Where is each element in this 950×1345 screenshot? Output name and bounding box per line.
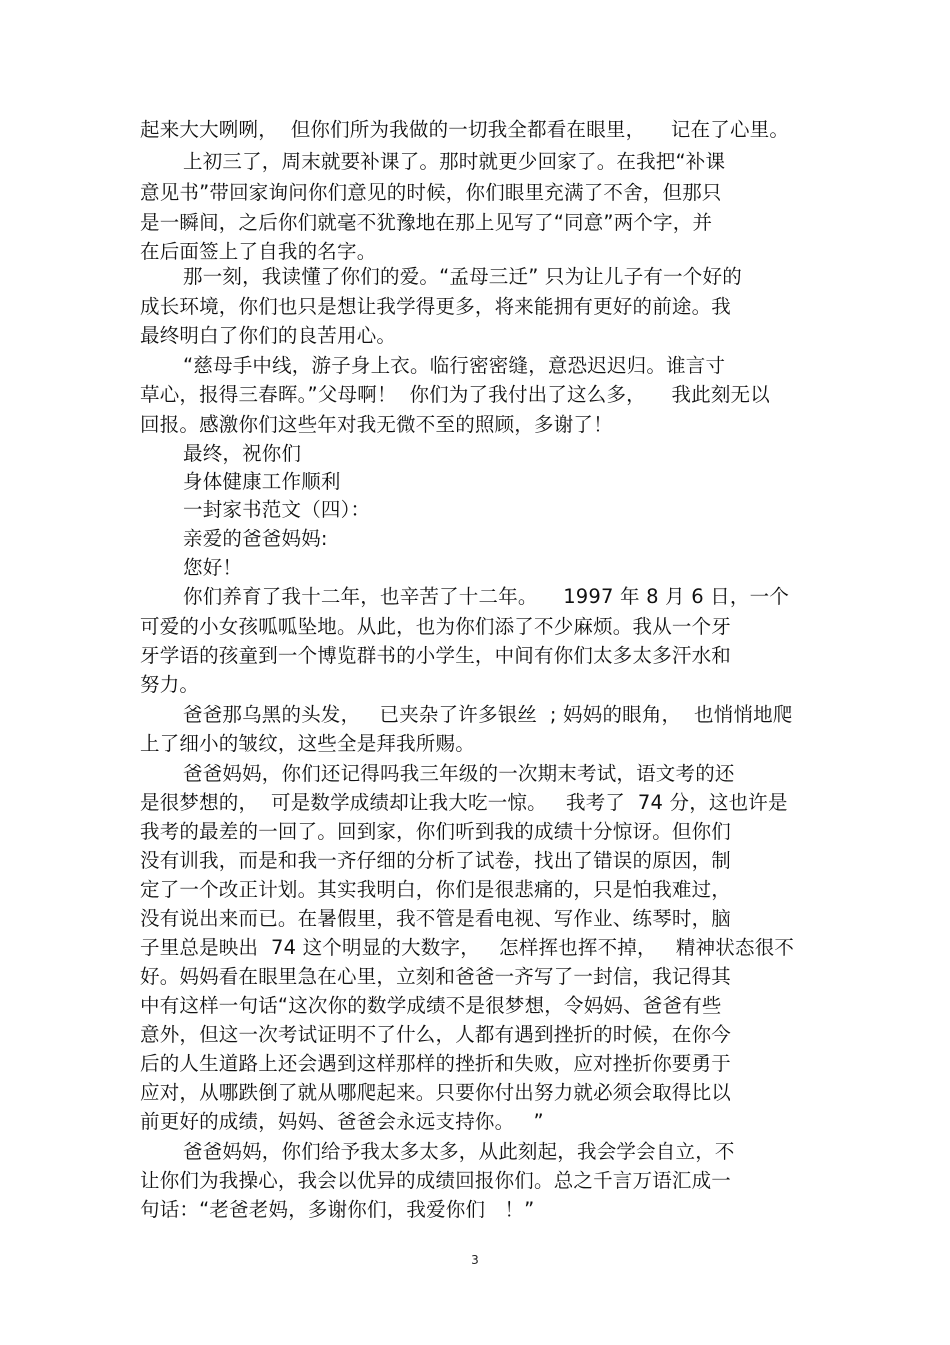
page-number: 3	[471, 1253, 479, 1267]
text-line: 在后面签上了自我的名字。	[140, 240, 377, 263]
text-line: 前更好的成绩，妈妈、爸爸会永远支持你。 ”	[140, 1110, 544, 1133]
text-line: 没有训我，而是和我一齐仔细的分析了试卷，找出了错误的原因，制	[140, 849, 732, 872]
text-line: 努力。	[140, 673, 200, 696]
text-line: 可爱的小女孩呱呱坠地。从此，也为你们添了不少麻烦。我从一个牙	[140, 615, 732, 638]
text-line: 上了细小的皱纹，这些全是拜我所赐。	[140, 732, 475, 755]
text-line: “慈母手中线，游子身上衣。临行密密缝，意恐迟迟归。谁言寸	[183, 354, 726, 377]
text-line: 最终，祝你们	[183, 442, 302, 465]
text-line: 爸爸妈妈，你们还记得吗我三年级的一次期末考试，语文考的还	[183, 762, 735, 785]
text-line: 后的人生道路上还会遇到这样那样的挫折和失败，应对挫折你要勇于	[140, 1052, 732, 1075]
text-line: 你们养育了我十二年，也辛苦了十二年。 1997 年 8 月 6 日，一个	[183, 585, 790, 608]
text-line: 句话：“老爸老妈，多谢你们，我爱你们 ！”	[140, 1198, 535, 1221]
text-line: 身体健康工作顺利	[183, 470, 341, 493]
text-line: 爸爸妈妈，你们给予我太多太多，从此刻起，我会学会自立，不	[183, 1140, 735, 1163]
text-line: 好。妈妈看在眼里急在心里，立刻和爸爸一齐写了一封信，我记得其	[140, 965, 732, 988]
text-line: 最终明白了你们的良苦用心。	[140, 324, 397, 347]
text-line: 意外，但这一次考试证明不了什么，人都有遇到挫折的时候，在你今	[140, 1023, 732, 1046]
text-line: 那一刻，我读懂了你们的爱。“孟母三迁” 只为让儿子有一个好的	[183, 265, 742, 288]
text-line: 中有这样一句话“这次你的数学成绩不是很梦想，令妈妈、爸爸有些	[140, 994, 722, 1017]
text-line: 是一瞬间，之后你们就毫不犹豫地在那上见写了“同意”两个字，并	[140, 211, 713, 234]
text-line: 起来大大咧咧， 但你们所为我做的一切我全都看在眼里， 记在了心里。	[140, 118, 790, 141]
text-line: 应对，从哪跌倒了就从哪爬起来。只要你付出努力就必须会取得比以	[140, 1081, 732, 1104]
text-line: 上初三了，周末就要补课了。那时就更少回家了。在我把“补课	[183, 150, 726, 173]
text-line: 子里总是映出 74 这个明显的大数字， 怎样挥也挥不掉， 精神状态很不	[140, 936, 795, 959]
text-line: 我考的最差的一回了。回到家，你们听到我的成绩十分惊讶。但你们	[140, 820, 732, 843]
text-line: 一封家书范文（四）：	[183, 498, 371, 521]
text-line: 没有说出来而已。在暑假里，我不管是看电视、写作业、练琴时，脑	[140, 907, 732, 930]
text-line: 定了一个改正计划。其实我明白，你们是很悲痛的，只是怕我难过，	[140, 878, 732, 901]
text-line: 爸爸那乌黑的头发， 已夹杂了许多银丝 ; 妈妈的眼角， 也悄悄地爬	[183, 703, 793, 726]
text-line: 是很梦想的， 可是数学成绩却让我大吃一惊。 我考了 74 分，这也许是	[140, 791, 788, 814]
text-line: 您好！	[183, 556, 243, 579]
text-line: 牙学语的孩童到一个博览群书的小学生，中间有你们太多太多汗水和	[140, 644, 732, 667]
text-line: 意见书”带回家询问你们意见的时候，你们眼里充满了不舍，但那只	[140, 181, 722, 204]
text-line: 草心，报得三春晖。”父母啊！ 你们为了我付出了这么多， 我此刻无以	[140, 383, 770, 406]
text-line: 亲爱的爸爸妈妈:	[183, 527, 328, 550]
text-line: 让你们为我操心，我会以优异的成绩回报你们。总之千言万语汇成一	[140, 1169, 732, 1192]
text-line: 成长环境，你们也只是想让我学得更多，将来能拥有更好的前途。我	[140, 295, 732, 318]
text-line: 回报。感激你们这些年对我无微不至的照顾，多谢了！	[140, 413, 613, 436]
